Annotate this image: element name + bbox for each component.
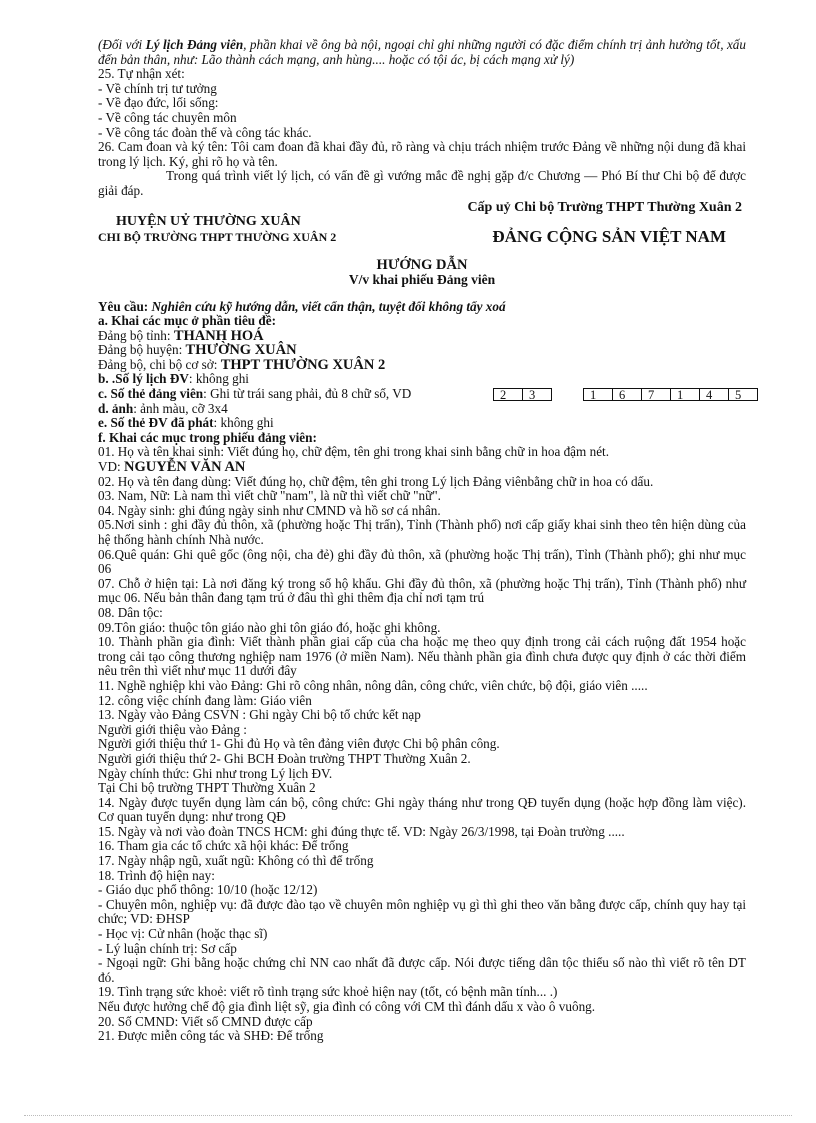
card-digit-box: 1 (583, 388, 613, 401)
section-d-label: d. ảnh (98, 400, 134, 416)
list-item: - Lý luận chính trị: Sơ cấp (98, 940, 237, 956)
list-item: 14. Ngày được tuyển dụng làm cán bộ, công chức: Ghi ngày tháng như trong QĐ tuyển dụng (hoặc hợp đồng làm việc). Cơ quan tuyển dụng: như trong QĐ (98, 794, 746, 825)
requirement-text: Nghiên cứu kỹ hướng dẫn, viết cẩn thận, tuyệt đối không tẩy xoá (151, 298, 506, 314)
requirement-label: Yêu cầu: (98, 298, 152, 314)
note-prefix: (Đối với (98, 37, 146, 52)
list-item: 10. Thành phần gia đình: Viết thành phần giai cấp của cha hoặc mẹ theo quy định trong cải cách ruộng đất 1954 hoặc trong cải tạo công thương nghiệp nam 1976 (ở miền Nam). Nếu thành phần gia đình chưa được quy định ở các thời điểm nêu trên thì viết như mục 11 dưới đây (98, 634, 746, 679)
section-c-text: : Ghi từ trái sang phải, đủ 8 chữ số, VD (203, 386, 412, 402)
party-cell: CHI BỘ TRƯỜNG THPT THƯỜNG XUÂN 2 (98, 229, 337, 244)
section-b-text: : không ghi (188, 371, 249, 387)
note-title: Lý lịch Đảng viên (145, 37, 244, 52)
letterhead (98, 215, 746, 244)
card-digit-box: 4 (699, 388, 729, 401)
section-e-text: : không ghi (213, 415, 274, 431)
section-b (98, 372, 746, 387)
item-01-example (98, 460, 746, 475)
list-item: - Ngoại ngữ: Ghi bằng hoặc chứng chỉ NN cao nhất đã được cấp. Nói được tiếng dân tộc thiểu số nào thì viết rõ tên DT đó. (98, 955, 746, 985)
list-item: Người giới thiệu thứ 2- Ghi BCH Đoàn trường THPT Thường Xuân 2. (98, 750, 471, 766)
item-25-profession: - Về công tác chuyên môn (98, 109, 237, 125)
self-assessment-list (98, 67, 746, 169)
section-f-heading: f. Khai các mục trong phiếu đảng viên: (98, 429, 317, 445)
list-item: 19. Tình trạng sức khoẻ: viết rõ tình trạng sức khoẻ hiện nay (tốt, có bệnh mãn tính... .) (98, 984, 558, 1000)
list-item: Tại Chi bộ trường THPT Thường Xuân 2 (98, 780, 316, 796)
province-value: THANH HOÁ (173, 327, 264, 344)
list-item: 08. Dân tộc: (98, 604, 163, 620)
base-value: THPT THƯỜNG XUÂN 2 (220, 356, 386, 373)
list-item: 06.Quê quán: Ghi quê gốc (ông nội, cha đẻ) ghi đầy đủ thôn, xã (phường hoặc Thị trấn), Tỉnh (Thành phố); ghi như mục 06 (98, 546, 746, 577)
district-value: THƯỜNG XUÂN (185, 342, 297, 359)
section-d (98, 402, 746, 417)
list-item: 04. Ngày sinh: ghi đúng ngày sinh như CMND và hồ sơ cá nhân. (98, 502, 441, 518)
card-digit-box: 7 (641, 388, 671, 401)
list-item: 07. Chỗ ở hiện tại: Là nơi đăng ký trong sổ hộ khẩu. Ghi đầy đủ thôn, xã (phường hoặc Thị trấn), Tỉnh (Thành phố) như mục 06. Nếu bản thân đang tạm trú ở đâu thì ghi thêm địa chỉ nơi tạm trú (98, 575, 746, 606)
list-item: 03. Nam, Nữ: Là nam thì viết chữ "nam", là nữ thì viết chữ "nữ". (98, 488, 441, 504)
document-page (98, 38, 746, 1044)
base-label: Đảng bộ, chi bộ cơ sở: (98, 356, 221, 372)
signoff: Cấp uỷ Chi bộ Trường THPT Thường Xuân 2 (467, 199, 742, 215)
example-label: VD: (98, 459, 125, 475)
contact-note: Trong quá trình viết lý lịch, có vấn đề gì vướng mắc đề nghị gặp đ/c Chương — Phó Bí thư Chi bộ để được giải đáp. (98, 168, 746, 198)
card-digit-box: 3 (522, 388, 552, 401)
section-e-label: e. Số thẻ ĐV đã phát (98, 415, 214, 431)
card-digit-box: 2 (493, 388, 523, 401)
list-item: - Chuyên môn, nghiệp vụ: đã được đào tạo về chuyên môn nghiệp vụ gì thì ghi theo văn bằng được cấp, chính quy hay tại chức; VD: ĐHSP (98, 896, 746, 927)
section-c (98, 387, 746, 402)
district-committee: HUYỆN UỶ THƯỜNG XUÂN (116, 214, 301, 230)
example-name: NGUYỄN VĂN AN (124, 459, 246, 476)
list-item: Người giới thiệu thứ 1- Ghi đủ Họ và tên đảng viên được Chi bộ phân công. (98, 736, 500, 752)
card-digit-box: 6 (612, 388, 642, 401)
item-25: 25. Tự nhận xét: (98, 66, 185, 82)
list-item: 05.Nơi sinh : ghi đầy đủ thôn, xã (phường hoặc Thị trấn), Tỉnh (Thành phố) nơi cấp giấy khai sinh theo tên hiện dùng của hệ thống hành chính Nhà nước. (98, 517, 746, 547)
district-line (98, 343, 746, 358)
section-d-text: : ảnh màu, cỡ 3x4 (133, 400, 228, 416)
item-list (98, 475, 746, 1044)
list-item: 09.Tôn giáo: thuộc tôn giáo nào ghi tôn giáo đó, hoặc ghi không. (98, 619, 441, 635)
list-item: 02. Họ và tên đang dùng: Viết đúng họ, chữ đệm, tên ghi trong Lý lịch Đảng viênbằng chữ in hoa có dấu. (98, 473, 654, 489)
list-item: - Giáo dục phổ thông: 10/10 (hoặc 12/12) (98, 882, 318, 898)
list-item: 13. Ngày vào Đảng CSVN : Ghi ngày Chi bộ tổ chức kết nạp (98, 707, 421, 723)
list-item: 20. Số CMND: Viết số CMND được cấp (98, 1013, 313, 1029)
list-item: Ngày chính thức: Ghi như trong Lý lịch ĐV. (98, 765, 333, 781)
district-label: Đảng bộ huyện: (98, 342, 186, 358)
item-25-other: - Về công tác đoàn thể và công tác khác. (98, 124, 312, 140)
section-c-label: c. Số thẻ đảng viên (98, 386, 204, 402)
list-item: - Học vị: Cử nhân (hoặc thạc sĩ) (98, 926, 268, 942)
list-item: 15. Ngày và nơi vào đoàn TNCS HCM: ghi đúng thực tế. VD: Ngày 26/3/1998, tại Đoàn trường ..... (98, 823, 625, 839)
requirement (98, 300, 746, 315)
item-25-politics: - Về chính trị tư tưởng (98, 80, 217, 96)
list-item: 18. Trình độ hiện nay: (98, 867, 215, 883)
list-item: Người giới thiệu vào Đảng : (98, 721, 247, 737)
list-item: Nếu được hưởng chế độ gia đình liệt sỹ, gia đình có công với CM thì đánh dấu x vào ô vuông. (98, 999, 596, 1014)
list-item: 11. Nghề nghiệp khi vào Đảng: Ghi rõ công nhân, nông dân, công chức, viên chức, bộ đội, giáo viên ..... (98, 677, 648, 693)
page-bottom-rule (24, 1115, 792, 1116)
base-line (98, 358, 746, 373)
section-e (98, 416, 746, 431)
lineage-note (98, 38, 746, 67)
card-number-group-2 (584, 388, 758, 401)
list-item: 21. Được miễn công tác và SHĐ: Để trống (98, 1028, 324, 1044)
page-title: HƯỚNG DẪN (376, 257, 468, 274)
party-name: ĐẢNG CỘNG SẢN VIỆT NAM (492, 226, 726, 246)
section-a-heading: a. Khai các mục ở phần tiêu đề: (98, 313, 277, 329)
note-text: , phần khai về ông bà nội, ngoại chỉ ghi những người có đặc điểm chính trị ảnh hưởng tốt, xấu đến bản thân, như: Lão thành cách mạng, anh hùng.... hoặc có tội ác, bị cách mạng xử lý) (98, 37, 746, 67)
list-item: 16. Tham gia các tổ chức xã hội khác: Để trống (98, 838, 349, 854)
page-subtitle: V/v khai phiếu Đảng viên (348, 271, 496, 287)
card-digit-box: 1 (670, 388, 700, 401)
card-digit-box: 5 (728, 388, 758, 401)
item-25-ethics: - Về đạo đức, lối sống: (98, 95, 219, 111)
list-item: 17. Ngày nhập ngũ, xuất ngũ: Không có thì để trống (98, 853, 374, 869)
section-b-label: b. .Số lý lịch ĐV (98, 371, 189, 387)
item-26: 26. Cam đoan và ký tên: Tôi cam đoan đã khai đầy đủ, rõ ràng và chịu trách nhiệm trước Đảng về những nội dung đã khai trong lý lịch. Ký, ghi rõ họ và tên. (98, 139, 746, 169)
card-number-boxes (494, 388, 758, 401)
card-number-group-1 (494, 388, 552, 401)
list-item: 12. công việc chính đang làm: Giáo viên (98, 692, 312, 708)
province-label: Đảng bộ tỉnh: (98, 327, 174, 343)
item-01: 01. Họ và tên khai sinh: Viết đúng họ, chữ đệm, tên ghi trong khai sinh bằng chữ in hoa đậm nét. (98, 444, 610, 460)
